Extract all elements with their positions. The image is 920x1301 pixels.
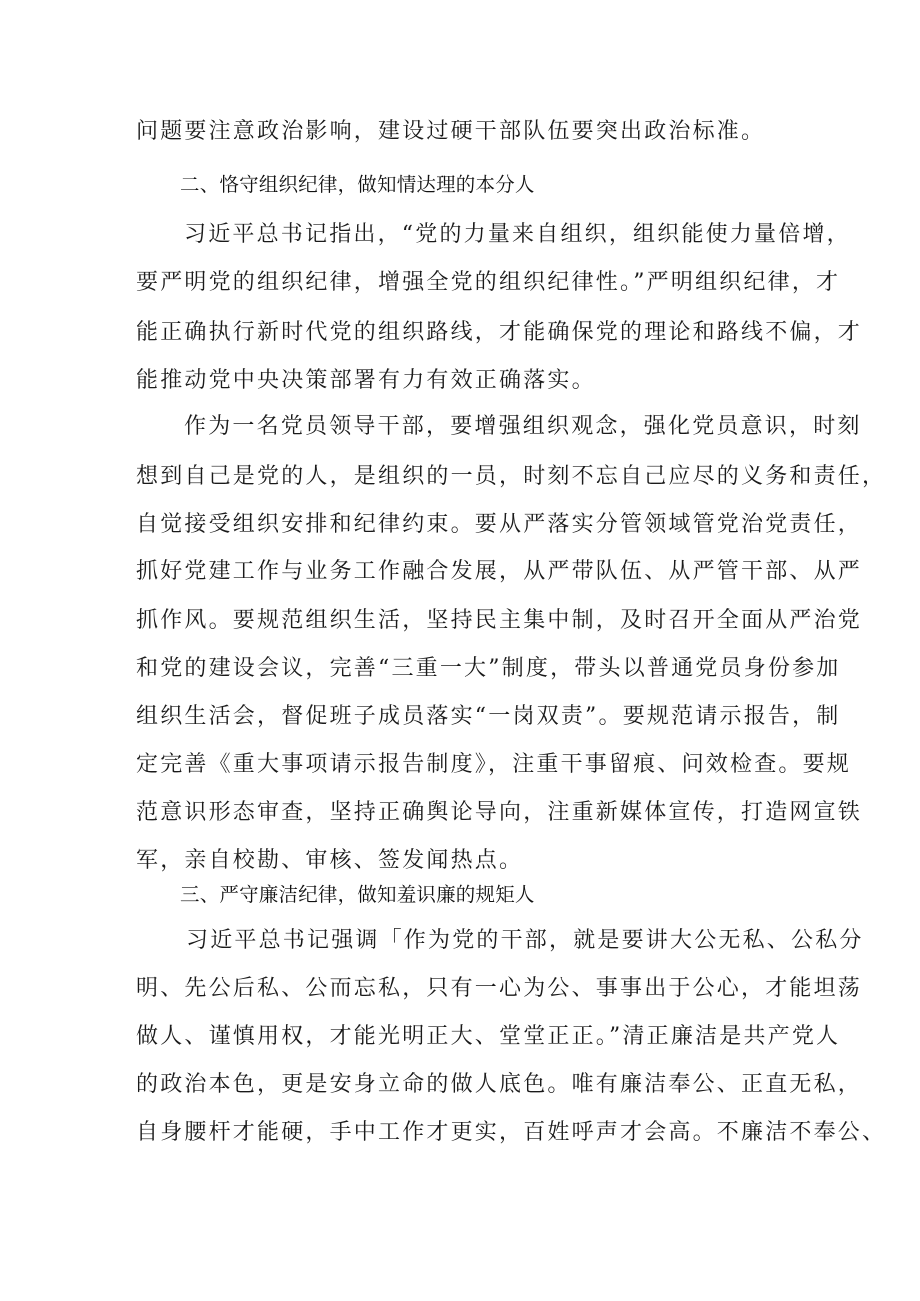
paragraph-line: 范意识形态审查，坚持正确舆论导向，注重新媒体宣传，打造网宣铁 bbox=[136, 800, 863, 825]
paragraph-line: 自觉接受组织安排和纪律约束。要从严落实分管领域管党治党责任， bbox=[136, 512, 863, 537]
intro-line: 问题要注意政治影响，建设过硬干部队伍要突出政治标准。 bbox=[136, 119, 766, 144]
paragraph-line: 组织生活会，督促班子成员落实“一岗双责”。要规范请示报告，制 bbox=[136, 704, 841, 729]
paragraph-line: 抓好党建工作与业务工作融合发展，从严带队伍、从严管干部、从严 bbox=[136, 559, 863, 584]
paragraph-line: 抓作风。要规范组织生活，坚持民主集中制，及时召开全面从严治党 bbox=[136, 608, 863, 633]
section-heading-3: 三、严守廉洁纪律，做知羞识廉的规矩人 bbox=[180, 883, 535, 906]
paragraph-line: 的政治本色，更是安身立命的做人底色。唯有廉洁奉公、正直无私， bbox=[136, 1072, 863, 1097]
paragraph-line: 习近平总书记指出，“党的力量来自组织，组织能使力量倍增， bbox=[184, 222, 851, 247]
paragraph-line: 想到自己是党的人，是组织的一员，时刻不忘自己应尽的义务和责任， bbox=[136, 464, 887, 489]
paragraph-line: 做人、谨慎用权，才能光明正大、堂堂正正。”清正廉洁是共产党人 bbox=[136, 1024, 841, 1049]
paragraph-line: 自身腰杆才能硬，手中工作才更实，百姓呼声才会高。不廉洁不奉公、 bbox=[136, 1120, 887, 1145]
paragraph-line: 要严明党的组织纪律，增强全党的组织纪律性。”严明组织纪律，才 bbox=[136, 270, 841, 295]
section-heading-2: 二、恪守组织纪律，做知情达理的本分人 bbox=[180, 173, 535, 196]
paragraph-line: 明、先公后私、公而忘私，只有一心为公、事事出于公心，才能坦荡 bbox=[136, 976, 863, 1001]
paragraph-line: 和党的建设会议，完善“三重一大”制度，带头以普通党员身份参加 bbox=[136, 656, 841, 681]
paragraph-line: 习近平总书记强调「作为党的干部，就是要讲大公无私、公私分 bbox=[186, 928, 864, 953]
paragraph-line: 能正确执行新时代党的组织路线，才能确保党的理论和路线不偏，才 bbox=[136, 320, 863, 345]
paragraph-line: 军，亲自校勘、审核、签发闻热点。 bbox=[136, 848, 524, 873]
paragraph-line: 定完善《重大事项请示报告制度》，注重干事留痕、问效检查。要规 bbox=[136, 752, 852, 777]
paragraph-line: 作为一名党员领导干部，要增强组织观念，强化党员意识，时刻 bbox=[184, 414, 862, 439]
paragraph-line: 能推动党中央决策部署有力有效正确落实。 bbox=[136, 368, 596, 393]
